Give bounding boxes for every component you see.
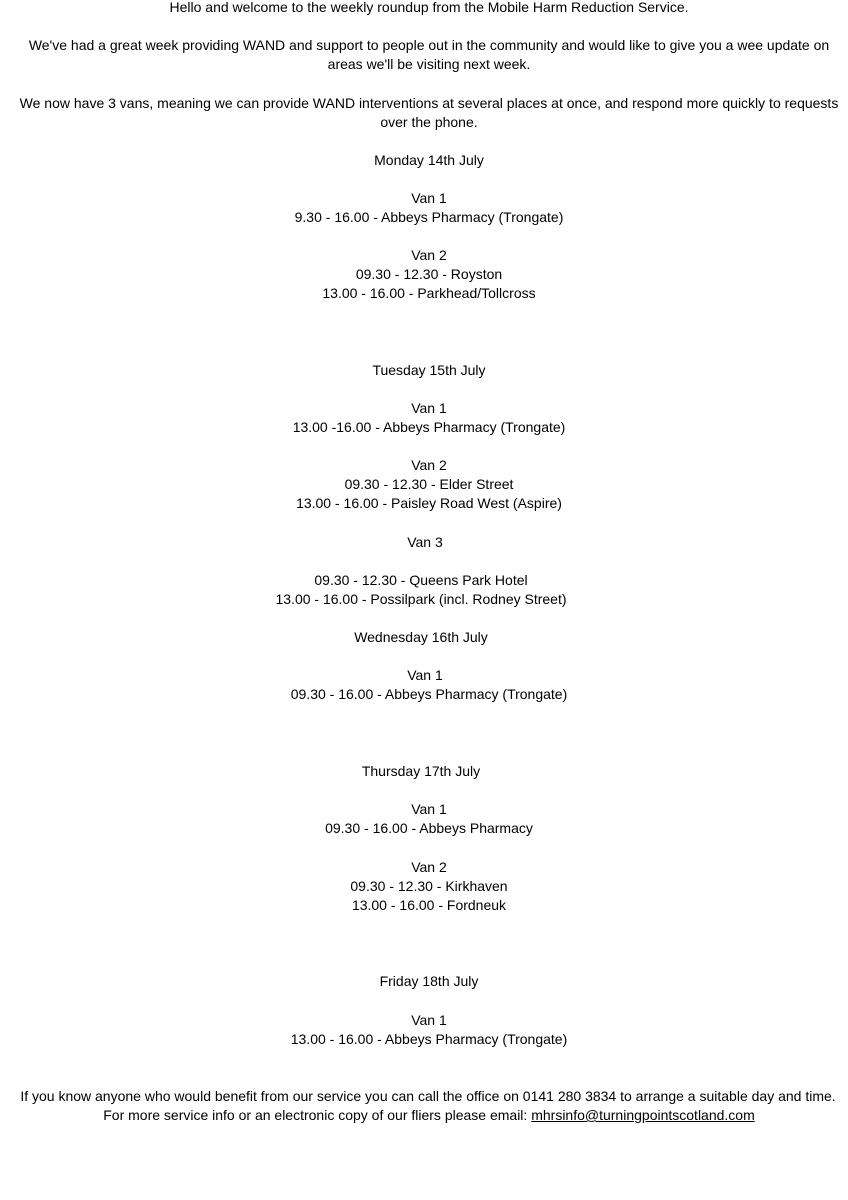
tuesday-van3-slot-2: 13.00 - 16.00 - Possilpark (incl. Rodney Street) — [275, 591, 567, 607]
thursday-van2-label: Van 2 — [411, 859, 447, 875]
monday-van2-label: Van 2 — [411, 247, 447, 263]
monday-van1-slot-1: 9.30 - 16.00 - Abbeys Pharmacy (Trongate) — [294, 209, 564, 225]
footer-more-info: For more service info or an electronic copy of our fliers please email: — [103, 1107, 532, 1123]
tuesday-van1-slot-1: 13.00 -16.00 - Abbeys Pharmacy (Trongate) — [292, 419, 566, 435]
footer-referral: If you know anyone who would benefit from our service you can call the office on 0141 280 3834 to arrange a suitable day and time. — [20, 1088, 836, 1104]
thursday-heading: Thursday 17th July — [361, 763, 481, 779]
friday-van1-slot-1: 13.00 - 16.00 - Abbeys Pharmacy (Trongate) — [290, 1031, 568, 1047]
thursday-van1-slot-1: 09.30 - 16.00 - Abbeys Pharmacy — [325, 820, 533, 836]
tuesday-van3-label: Van 3 — [407, 534, 443, 550]
tuesday-van1-label: Van 1 — [411, 400, 447, 416]
intro-week-update: We've had a great week providing WAND and support to people out in the community and would like to give you a wee update on areas we'll be visiting next week. — [28, 37, 830, 72]
wednesday-heading: Wednesday 16th July — [354, 629, 488, 645]
email-link[interactable]: mhrsinfo@turningpointscotland.com — [531, 1107, 755, 1123]
wednesday-van1-slot-1: 09.30 - 16.00 - Abbeys Pharmacy (Trongate) — [290, 686, 568, 702]
thursday-van2-slot-2: 13.00 - 16.00 - Fordneuk — [351, 897, 507, 913]
tuesday-van2-label: Van 2 — [411, 457, 447, 473]
friday-heading: Friday 18th July — [379, 973, 479, 989]
intro-welcome: Hello and welcome to the weekly roundup from the Mobile Harm Reduction Service. — [169, 0, 689, 15]
tuesday-van2-slot-2: 13.00 - 16.00 - Paisley Road West (Aspire) — [296, 495, 562, 511]
thursday-van2-slot-1: 09.30 - 12.30 - Kirkhaven — [350, 878, 508, 894]
monday-heading: Monday 14th July — [374, 152, 484, 168]
tuesday-van3-slot-1: 09.30 - 12.30 - Queens Park Hotel — [314, 572, 528, 588]
monday-van2-slot-2: 13.00 - 16.00 - Parkhead/Tollcross — [322, 285, 536, 301]
monday-van2-slot-1: 09.30 - 12.30 - Royston — [355, 266, 503, 282]
tuesday-van2-slot-1: 09.30 - 12.30 - Elder Street — [344, 476, 514, 492]
wednesday-van1-label: Van 1 — [407, 667, 443, 683]
tuesday-heading: Tuesday 15th July — [372, 362, 486, 378]
friday-van1-label: Van 1 — [411, 1012, 447, 1028]
thursday-van1-label: Van 1 — [411, 801, 447, 817]
footer-more-info-line — [12, 1106, 846, 1125]
intro-vans-info: We now have 3 vans, meaning we can provide WAND interventions at several places at once, and respond more quickly to requests over the phone. — [19, 95, 839, 130]
monday-van1-label: Van 1 — [411, 190, 447, 206]
